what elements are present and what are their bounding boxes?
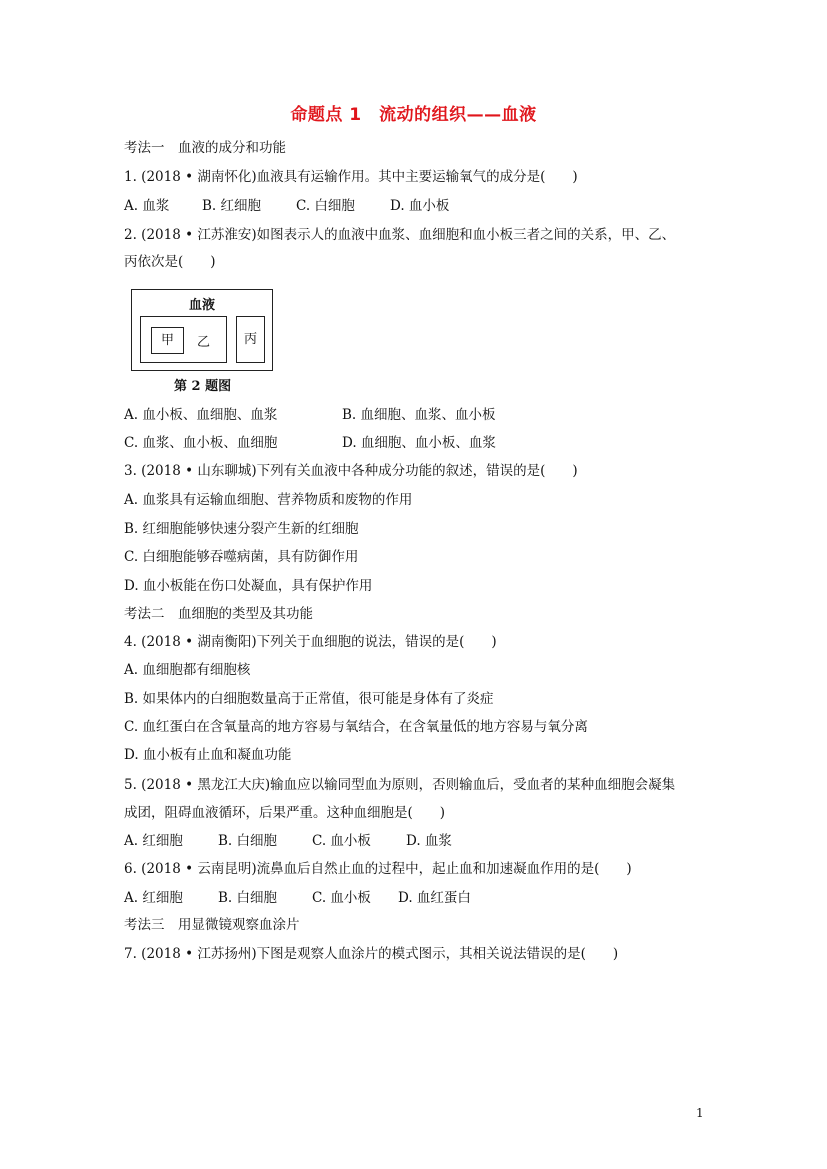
question-4-option-b: B. 如果体内的白细胞数量高于正常值，很可能是身体有了炎症 [124,691,494,707]
option-a: A. 红细胞 [124,833,183,849]
diagram-box-bing: 丙 [236,316,265,363]
option-a: A. 红细胞 [124,890,183,906]
question-3-stem: 3. (2018 • 山东聊城)下列有关血液中各种成分功能的叙述，错误的是( ) [124,463,578,479]
question-5-stem-line2: 成团，阻碍血液循环，后果严重。这种血细胞是( ) [124,805,446,821]
diagram-box-jia: 甲 [151,327,184,354]
question-4-option-a: A. 血细胞都有细胞核 [124,662,251,678]
diagram-box-yi [140,316,227,363]
question-2-stem-line1: 2. (2018 • 江苏淮安)如图表示人的血液中血浆、血细胞和血小板三者之间的关系，甲、乙、 [124,227,676,243]
question-6-options [124,889,471,907]
question-2-options-row1 [124,406,496,424]
question-3-option-b: B. 红细胞能够快速分裂产生新的红细胞 [124,521,359,537]
section-heading-1: 考法一 血液的成分和功能 [124,140,286,156]
question-3-option-c: C. 白细胞能够吞噬病菌，具有防御作用 [124,549,359,565]
question-4-stem: 4. (2018 • 湖南衡阳)下列关于血细胞的说法，错误的是( ) [124,634,497,650]
question-3-option-a: A. 血浆具有运输血细胞、营养物质和废物的作用 [124,492,413,508]
question-5-options [124,832,452,850]
option-c: C. 血小板 [312,833,371,849]
option-d: D. 血红蛋白 [398,890,471,906]
option-a: A. 血小板、血细胞、血浆 [124,407,278,423]
option-b: B. 白细胞 [218,890,278,906]
question-4-option-d: D. 血小板有止血和凝血功能 [124,747,292,763]
question-5-stem-line1: 5. (2018 • 黑龙江大庆)输血应以输同型血为原则，否则输血后，受血者的某种血细胞会凝集 [124,777,676,793]
option-c: C. 血小板 [312,890,371,906]
page-number: 1 [696,1106,704,1120]
option-b: B. 血细胞、血浆、血小板 [342,407,496,423]
option-c: C. 血浆、血小板、血细胞 [124,435,278,451]
question-1-stem: 1. (2018 • 湖南怀化)血液具有运输作用。其中主要运输氧气的成分是( ) [124,169,578,185]
option-b: B. 白细胞 [218,833,278,849]
question-7-stem: 7. (2018 • 江苏扬州)下图是观察人血涂片的模式图示，其相关说法错误的是( ) [124,946,619,962]
question-2-stem-line2: 丙依次是( ) [124,254,216,270]
figure-caption: 第 2 题图 [174,379,232,394]
page-title: 命题点 1 流动的组织——血液 [290,105,537,125]
question-4-option-c: C. 血红蛋白在含氧量高的地方容易与氧结合，在含氧量低的地方容易与氧分离 [124,719,588,735]
question-6-stem: 6. (2018 • 云南昆明)流鼻血后自然止血的过程中，起止血和加速凝血作用的是( ) [124,861,632,877]
option-d: D. 血细胞、血小板、血浆 [342,435,496,451]
option-d: D. 血浆 [406,833,452,849]
blood-composition-diagram [131,289,273,371]
diagram-label-blood: 血液 [188,298,215,313]
diagram-label-yi: 乙 [197,335,211,350]
question-3-option-d: D. 血小板能在伤口处凝血，具有保护作用 [124,578,373,594]
question-2-options-row2 [124,434,496,452]
question-1-options [124,197,449,215]
option-b: B. 红细胞 [202,198,262,214]
section-heading-2: 考法二 血细胞的类型及其功能 [124,606,313,622]
option-d: D. 血小板 [390,198,450,214]
option-a: A. 血浆 [124,198,170,214]
option-c: C. 白细胞 [296,198,355,214]
section-heading-3: 考法三 用显微镜观察血涂片 [124,917,300,933]
